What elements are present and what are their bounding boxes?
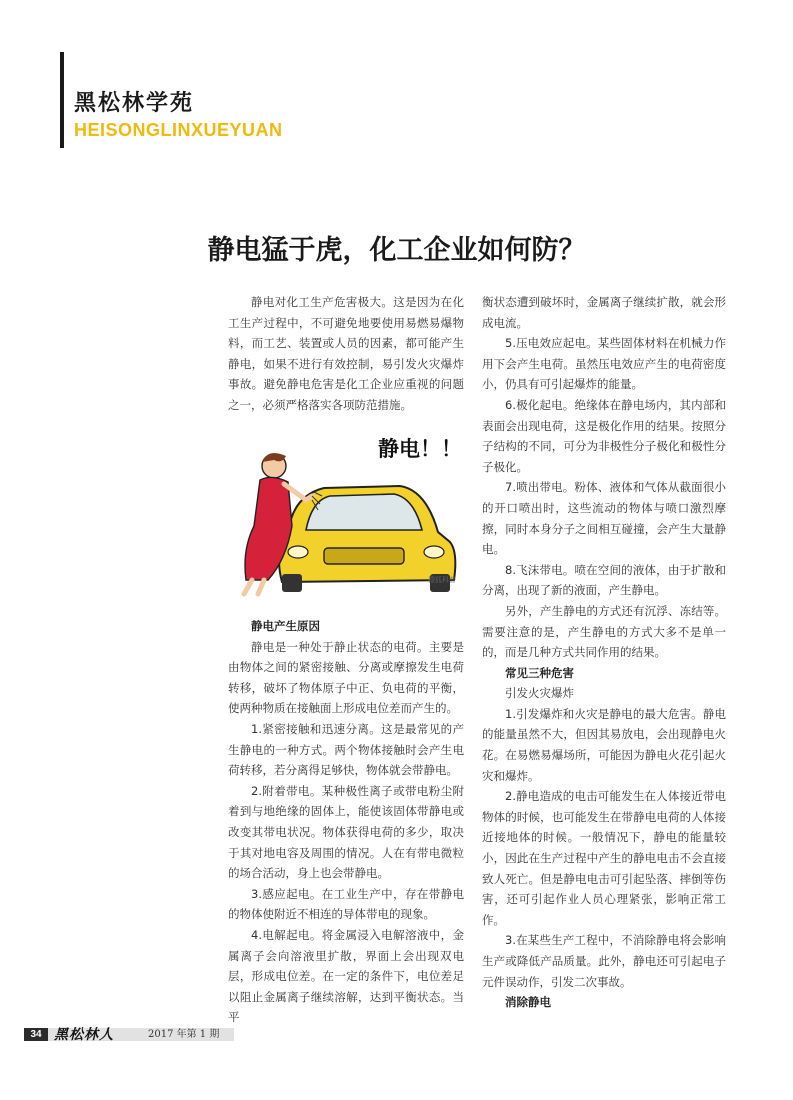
intro-paragraph: 静电对化工生产危害极大。这是因为在化工生产过程中，不可避免地要使用易燃易爆物料，而工艺、装置或人员的因素，都可能产生静电，如果不进行有效控制，易引发火灾爆炸事故。避免静电危害是化工企业应重视的问题之一，必须严格落实各项防范措施。 [228, 295, 464, 412]
header-accent-bar [60, 52, 64, 148]
paragraph: 1.紧密接触和迅速分离。这是最常见的产生静电的一种方式。两个物体接触时会产生电荷转移，若分离得足够快，物体就会带静电。 [228, 721, 464, 778]
paragraph: 2.静电造成的电击可能发生在人体接近带电物体的时候，也可能发生在带静电电荷的人体接近接地体的时候。一般情况下，静电的能量较小，因此在生产过程中产生的静电电击不会直接致人死亡。但是静电电击可引起坠落、摔倒等伤害，还可引起作业人员心理紧张，影响正常工作。 [482, 789, 726, 927]
intro-column [228, 292, 464, 416]
issue-label: 2017 年第 1 期 [148, 1029, 220, 1040]
paragraph: 2.附着带电。某种极性离子或带电粉尘附着到与地绝缘的固体上，能使该固体带静电或改变其带电状况。物体获得电荷的多少，取决于其对地电容及周围的情况。人在有带电微粒的场合活动，身上也会带静电。 [228, 783, 464, 881]
illustration [228, 430, 464, 598]
paragraph: 5.压电效应起电。某些固体材料在机械力作用下会产生电荷。虽然压电效应产生的电荷密度小，仍具有可引起爆炸的能量。 [482, 336, 726, 392]
page-number: 34 [24, 1028, 48, 1041]
section-title: 黑松林学苑 [74, 91, 195, 116]
section-subtitle: HEISONGLINXUEYUAN [74, 120, 283, 140]
right-column [482, 292, 726, 1013]
paragraph: 4.电解起电。将金属浸入电解溶液中，金属离子会向溶液里扩散，界面上会出现双电层，形成电位差。在一定的条件下，电位差足以阻止金属离子继续溶解，达到平衡状态。当平 [228, 927, 464, 1025]
paragraph: 另外，产生静电的方式还有沉浮、冻结等。需要注意的是，产生静电的方式大多不是单一的，而是几种方式共同作用的结果。 [482, 603, 726, 660]
illustration-credit: 搜狐科普 [428, 576, 456, 584]
paragraph: 8.飞沫带电。喷在空间的液体，由于扩散和分离，出现了新的液面，产生静电。 [482, 562, 726, 598]
magazine-logo: 黑松林人 [54, 1027, 114, 1043]
section-heading: 静电产生原因 [251, 619, 320, 633]
paragraph: 3.在某些生产工程中，不消除静电将会影响生产或降低产品质量。此外，静电还可引起电子元件误动作，引发二次事故。 [482, 933, 726, 989]
left-column [228, 616, 464, 1028]
paragraph: 6.极化起电。绝缘体在静电场内，其内部和表面会出现电荷，这是极化作用的结果。按照分子结构的不同，可分为非极性分子极化和极性分子极化。 [482, 397, 726, 474]
illustration-speech-text: 静电！！ [378, 437, 462, 461]
section-heading: 常见三种危害 [505, 665, 574, 680]
paragraph: 静电是一种处于静止状态的电荷。主要是由物体之间的紧密接触、分离或摩擦发生电荷转移，破坏了物体原子中正、负电荷的平衡，使两种物质在接触面上形成电位差而产生的。 [228, 639, 464, 716]
article-title: 静电猛于虎，化工企业如何防？ [207, 235, 586, 266]
paragraph: 1.引发爆炸和火灾是静电的最大危害。静电的能量虽然不大，但因其易放电，会出现静电火花。在易燃易爆场所，可能因为静电火花引起火灾和爆炸。 [482, 706, 726, 783]
paragraph: 7.喷出带电。粉体、液体和气体从截面很小的开口喷出时，这些流动的物体与喷口激烈摩擦，同时本身分子之间相互碰撞，会产生大量静电。 [482, 480, 726, 557]
paragraph: 3.感应起电。在工业生产中，存在带静电的物体使附近不相连的导体带电的现象。 [228, 886, 464, 922]
section-heading: 消除静电 [505, 995, 551, 1010]
paragraph: 引发火灾爆炸 [505, 686, 574, 701]
paragraph: 衡状态遭到破坏时，金属离子继续扩散，就会形成电流。 [482, 295, 726, 330]
